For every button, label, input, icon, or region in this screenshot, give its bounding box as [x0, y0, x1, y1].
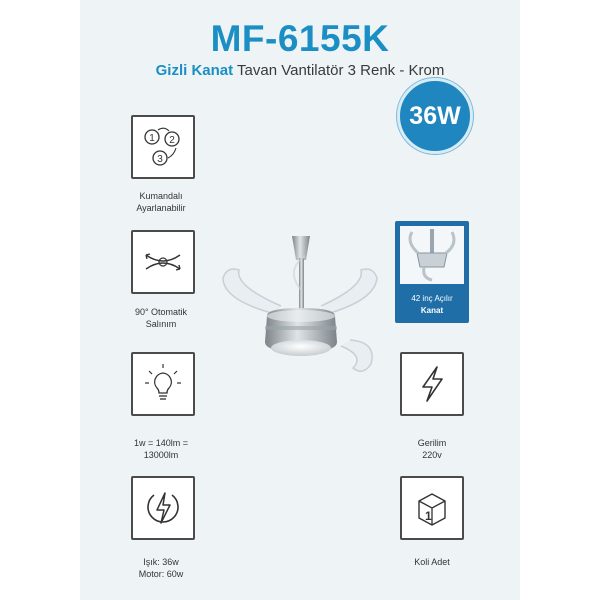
box-count: 1 — [425, 509, 432, 523]
svg-text:1: 1 — [149, 133, 155, 144]
model-title: MF-6155K — [210, 18, 390, 59]
feature-caption: Işık: 36w Motor: 60w — [138, 557, 184, 579]
svg-text:3: 3 — [157, 154, 163, 165]
feature-caption: Gerilim 220v — [417, 438, 447, 460]
fan-blades-icon — [400, 226, 464, 284]
subtitle-highlight: Gizli Kanat — [155, 62, 234, 79]
light-bulb-icon — [131, 352, 195, 416]
product-subtitle — [0, 62, 600, 79]
power-icon — [131, 476, 195, 540]
feature-caption: Kumandalı Ayarlanabilir — [136, 191, 186, 213]
featured-caption-line2: Kanat — [420, 306, 444, 315]
feature-caption: 90° Otomatik Salınım — [134, 307, 188, 329]
power-badge: 36W — [397, 78, 473, 154]
subtitle-rest: Tavan Vantilatör 3 Renk - Krom — [233, 62, 445, 79]
svg-text:2: 2 — [169, 135, 175, 146]
feature-caption: Koli Adet — [414, 557, 450, 567]
lightning-icon — [400, 352, 464, 416]
numbered-cycle-icon — [131, 115, 195, 179]
box-icon — [400, 476, 464, 540]
ceiling-fan-image — [215, 230, 385, 380]
feature-caption: 1w = 140lm = 13000lm — [133, 438, 189, 460]
featured-caption-line1: 42 inç Açılır — [411, 294, 453, 303]
featured-blade-box — [395, 221, 469, 323]
oscillation-icon — [131, 230, 195, 294]
